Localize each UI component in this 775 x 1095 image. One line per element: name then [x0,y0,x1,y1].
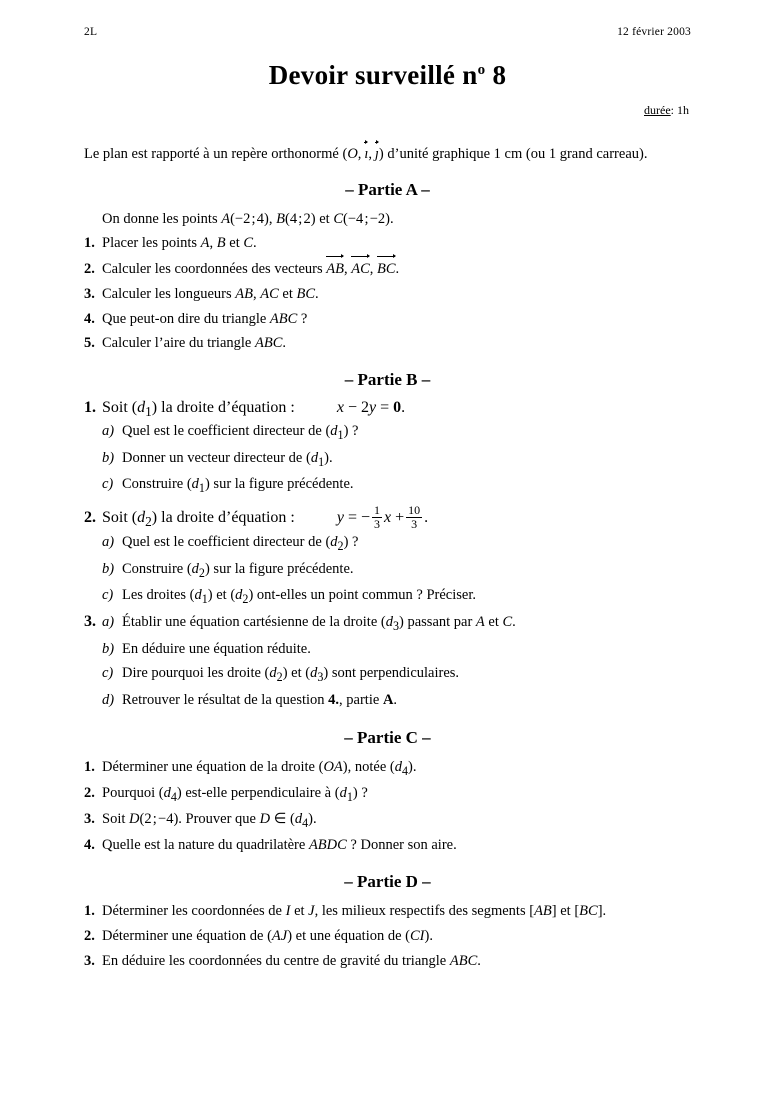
subitem-number: c) [102,476,114,493]
item-number: 3. [84,285,95,302]
list-item [84,473,691,498]
item-number: 3. [84,811,95,828]
part-title-b: – Partie B – [344,370,431,390]
part-title-d: – Partie D – [344,872,431,891]
list-item [84,531,691,556]
item-number: 2. [84,261,95,278]
list-item [84,835,691,857]
part-title-a: – Partie A – [345,179,430,199]
list-item [84,420,691,445]
header-class-label: 2L [84,26,98,38]
list-item [102,638,691,660]
part-a-items [84,209,691,356]
title-number: 8 [492,60,507,90]
subitem-text: Quel est le coefficient directeur de $(d_2)$ ? [122,534,359,554]
fraction-numerator: 10 [408,503,421,518]
item-number: 2. [84,927,95,944]
page-header [84,26,691,38]
duration-value: : 1h [670,103,689,117]
item-text: Calculer l’aire du triangle ABC. [102,335,287,352]
part-b-group-3 [84,611,691,713]
subitem-number: c) [102,665,114,682]
list-item [84,611,691,713]
item-number: 2. [84,785,95,802]
subitem-number: a) [102,423,115,440]
subitem-number: b) [102,640,115,657]
item-text: Soit D(2 ; −4). Prouver que D ∈ $(d_4)$. [102,811,317,831]
item-text: Soit $(d_2)$ la droite d’équation : y = − $\frac{1}{3}$ x + $\frac{10}{3}$ . [102,503,429,531]
part-title-c: – Partie C – [344,728,431,748]
subitem-text: Donner un vecteur directeur de $(d_1)$. [122,449,333,469]
fraction-numerator: 1 [374,503,381,518]
subitem-number: a) [102,534,115,551]
subitem-text: Les droites $(d_1)$ et $(d_2)$ ont-elles un point commun ? Préciser. [122,587,476,607]
subitem-number: d) [102,691,115,708]
list-item [84,757,691,780]
subitem-text: En déduire une équation réduite. [122,640,311,657]
item-text [102,611,691,713]
subitem-text: Quel est le coefficient directeur de $(d_1)$ ? [122,423,359,443]
list-item [84,951,691,973]
part-b-group-1 [84,399,691,498]
item-number: 1. [84,399,96,417]
subitem-text: Retrouver le résultat de la question 4., partie A. [122,691,398,708]
list-item [84,926,691,948]
subitem-number: b) [102,560,115,577]
list-item [84,447,691,472]
item-number: 1. [84,903,95,919]
duration-label: durée [644,103,671,117]
item-number: 4. [84,310,95,327]
item-text: On donne les points A(−2 ; 4), B(4 ; 2) et C(−4 ; −2). [102,210,394,227]
item-number: 4. [84,837,95,854]
subitem-text: Construire $(d_1)$ sur la figure précédente. [122,476,354,496]
list-item [84,584,691,609]
item-text: Placer les points A, B et C. [102,235,257,252]
list-item [102,662,691,687]
list-item [102,689,691,711]
part-b-3-subitems [102,611,691,711]
item-text: En déduire les coordonnées du centre de gravité du triangle ABC. [102,952,481,969]
list-item [102,611,691,636]
list-item [84,809,691,832]
item-text: Que peut-on dire du triangle ABC ? [102,310,308,327]
item-number: 3. [84,613,96,631]
list-item [84,233,691,255]
subitem-text: Construire $(d_2)$ sur la figure précédente. [122,560,354,580]
part-d-items [84,901,691,972]
part-c-items [84,757,691,857]
subitem-text: Établir une équation cartésienne de la droite $(d_3)$ passant par A et C. [122,614,516,633]
item-number: 1. [84,235,95,252]
item-text: Quelle est la nature du quadrilatère ABDC ? Donner son aire. [102,837,457,854]
item-number: 1. [84,759,95,776]
list-item [84,284,691,306]
item-text: Calculer les coordonnées des vecteurs AB, AC, BC. [102,258,691,281]
fraction-denominator: 3 [406,517,422,531]
title-ordinal: o [477,62,486,78]
subitem-text: Dire pourquoi les droite $(d_2)$ et $(d_3)$ sont perpendiculaires. [122,665,460,685]
item-text: Déterminer une équation de (AJ) et une équation de (CI). [102,927,433,944]
list-item [84,783,691,806]
list-item [84,309,691,331]
item-text: Pourquoi $(d_4)$ est-elle perpendiculaire à $(d_1)$ ? [102,785,368,805]
fraction-denominator: 3 [374,516,381,531]
subitem-number: c) [102,587,114,604]
item-text: Soit $(d_1)$ la droite d’équation : x − 2y = 0. [102,399,406,420]
part-b-group-2 [84,505,691,609]
subitem-number: b) [102,449,115,466]
intro-paragraph: Le plan est rapporté à un repère orthonormé (O, ı, ȷ) d’unité graphique 1 cm (ou 1 grand carreau). [84,144,691,165]
list-item [84,558,691,583]
title-text: Devoir surveillé n [268,60,478,90]
list-item [84,333,691,355]
item-number: 2. [84,508,96,526]
subitem-number: a) [102,614,115,631]
list-item [84,209,691,231]
list-item [84,258,691,281]
item-text: Déterminer les coordonnées de I et J, les milieux respectifs des segments [AB] et [BC]. [102,903,607,919]
item-number: 3. [84,952,95,969]
part-b-1-subitems [84,420,691,498]
item-text: Calculer les longueurs AB, AC et BC. [102,285,319,302]
part-b-2-subitems [84,531,691,609]
list-item [84,399,691,420]
page-title [84,60,691,91]
item-number: 5. [84,335,95,352]
item-text: Déterminer une équation de la droite (OA), notée $(d_4)$. [102,759,417,779]
list-item [84,901,691,923]
header-date: 12 février 2003 [617,26,691,38]
duration-note [84,103,689,118]
list-item [84,505,691,531]
